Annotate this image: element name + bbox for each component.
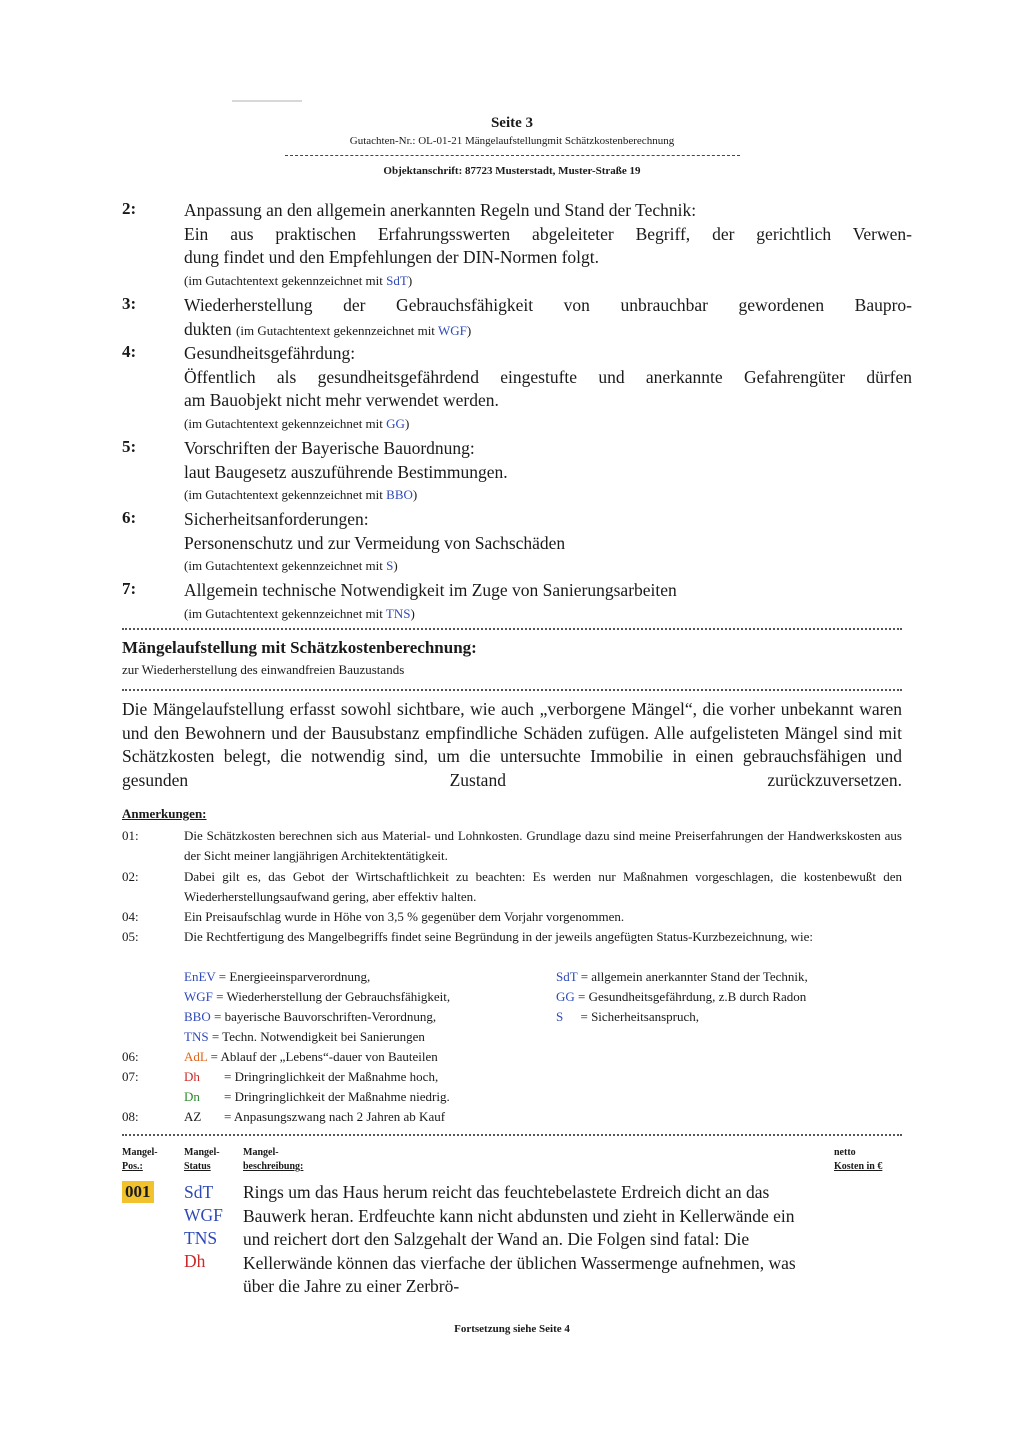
note-item: [122, 1047, 139, 1067]
note-number: 02:: [122, 869, 139, 884]
status-code: Dn: [184, 1089, 200, 1104]
criterion-item: [122, 199, 912, 291]
defect-status: SdT: [184, 1182, 214, 1202]
criterion-line: Gesundheitsgefährdung:: [184, 343, 356, 363]
criterion-number: 7:: [122, 579, 137, 598]
criterion-note: (im Gutachtentext gekennzeichnet mit BBO): [184, 487, 418, 502]
note-number: 04:: [122, 909, 139, 924]
abbreviation-entry: Dh = Dringringlichkeit der Maßnahme hoch,: [184, 1067, 438, 1087]
defect-status: Dh: [184, 1251, 206, 1271]
status-code: AZ: [184, 1109, 202, 1124]
abbreviation-entry: GG = Gesundheitsgefährdung, z.B durch Radon: [556, 989, 807, 1004]
abbreviation-entry: TNS = Techn. Notwendigkeit bei Sanierungen: [184, 1029, 425, 1044]
intro-paragraph: Die Mängelaufstellung erfasst sowohl sichtbare, wie auch „verborgene Mängel“, die vorher unbekannt waren und den Bewohnern und der Bausubstanz empfindliche Schäden zufügen. Alle aufgelisteten Mängel sind mit Schätzkosten belegt, die notwendig sind, um die untersuchte Immobilie in einen gebrauchsfähigen und gesunden Zustand zurückzuversetzen.: [122, 699, 902, 790]
criterion-number: 4:: [122, 342, 137, 361]
abbreviation-entry: Dn = Dringringlichkeit der Maßnahme niedrig.: [184, 1087, 450, 1107]
criterion-item: [122, 342, 912, 434]
column-header-status: Mangel- Status: [184, 1147, 220, 1172]
criterion-line: laut Baugesetz auszuführende Bestimmungen.: [184, 461, 508, 482]
abbreviation-entry: S = Sicherheitsanspruch,: [556, 1009, 700, 1024]
section-title: Mängelaufstellung mit Schätzkostenberechnung:: [122, 638, 477, 657]
status-code: Dh: [184, 1069, 200, 1084]
criterion-line: Personenschutz und zur Vermeidung von Sachschäden: [184, 532, 566, 553]
criterion-note: (im Gutachtentext gekennzeichnet mit GG): [184, 415, 410, 431]
criterion-line: Vorschriften der Bayerische Bauordnung:: [184, 438, 475, 458]
note-number: 08:: [122, 1109, 139, 1124]
status-code: SdT: [556, 969, 578, 984]
status-code: S: [386, 558, 394, 573]
status-code: EnEV: [184, 969, 216, 984]
status-code: WGF: [184, 989, 213, 1004]
criterion-note: (im Gutachtentext gekennzeichnet mit SdT): [184, 272, 413, 288]
note-item: [122, 1107, 139, 1127]
column-header-position: Mangel- Pos.:: [122, 1147, 158, 1172]
note-text: Die Rechtfertigung des Mangelbegriffs findet seine Begründung in der jeweils angefügten Status-Kurzbezeichnung, wie:: [184, 929, 813, 944]
section-divider: [122, 689, 902, 691]
note-item: [122, 907, 902, 927]
criterion-number: 5:: [122, 437, 137, 456]
abbreviation-entry: SdT = allgemein anerkannter Stand der Technik,: [556, 969, 808, 984]
column-header-cost: netto Kosten in €: [834, 1147, 883, 1172]
criterion-number: 3:: [122, 294, 137, 313]
notes-heading: Anmerkungen:: [122, 806, 207, 821]
status-code: BBO: [184, 1009, 211, 1024]
criterion-number: 6:: [122, 508, 137, 527]
criterion-item: [122, 508, 912, 576]
status-code: WGF: [437, 322, 467, 338]
page-footer: Fortsetzung siehe Seite 4: [454, 1323, 570, 1335]
note-text: Dabei gilt es, das Gebot der Wirtschaftlichkeit zu beachten: Es werden nur Maßnahmen vorgeschlagen, die kostenbewußt den Wiederherstellungsaufwand gering, aber effektiv halten.: [184, 869, 902, 904]
column-header-description: Mangel- beschreibung:: [243, 1147, 304, 1172]
object-address: Objektanschrift: 87723 Musterstadt, Muster-Straße 19: [383, 165, 641, 177]
section-divider: [122, 628, 902, 630]
header-divider: [285, 155, 740, 156]
criterion-item: [122, 437, 912, 505]
criterion-item: [122, 579, 912, 624]
defect-status: TNS: [184, 1228, 218, 1248]
note-number: 01:: [122, 828, 139, 843]
note-item: [122, 1067, 139, 1087]
page-number: Seite 3: [490, 115, 534, 131]
note-text: Ein Preisaufschlag wurde in Höhe von 3,5 % gegenüber dem Vorjahr vorgenommen.: [184, 909, 625, 924]
note-number: 05:: [122, 929, 139, 944]
status-code: GG: [556, 989, 575, 1004]
defect-position: 001: [122, 1181, 154, 1203]
criterion-note: (im Gutachtentext gekennzeichnet mit S): [184, 558, 398, 573]
criterion-note: (im Gutachtentext gekennzeichnet mit TNS): [184, 605, 415, 621]
status-code: TNS: [184, 1029, 209, 1044]
criterion-line: Anpassung an den allgemein anerkannten Regeln und Stand der Technik:: [184, 200, 697, 220]
section-subtitle: zur Wiederherstellung des einwandfreien Bauzustands: [122, 662, 405, 677]
criterion-line: Wiederherstellung der Gebrauchsfähigkeit von unbrauchbar gewordenen Baupro-: [184, 295, 912, 315]
report-line: Gutachten-Nr.: OL-01-21 Mängelaufstellungmit Schätzkostenberechnung: [349, 135, 675, 147]
status-code: BBO: [386, 487, 413, 502]
criterion-number: 2:: [122, 199, 137, 218]
criterion-line: Allgemein technische Notwendigkeit im Zuge von Sanierungsarbeiten: [184, 580, 677, 600]
abbreviation-entry: AdL = Ablauf der „Lebens“-dauer von Bauteilen: [184, 1049, 438, 1064]
status-code: TNS: [385, 605, 411, 621]
status-code: SdT: [386, 272, 408, 288]
note-text: Die Schätzkosten berechnen sich aus Material- und Lohnkosten. Grundlage dazu sind meine Preiserfahrungen der Handwerkskosten aus der Sicht meiner langjährigen Architektentätigkeit.: [184, 828, 902, 863]
status-code: AdL: [184, 1049, 208, 1064]
defect-description: Rings um das Haus herum reicht das feuchtebelastete Erdreich dicht an das Bauwerk heran. Erdfeuchte kann nicht abdunsten und zieht in Kellerwände ein und reichert dort den Salzgehalt der Wand an. Die Folgen sind fatal: Die Kellerwände können das vierfache der üblichen Wassermenge aufnehmen, was über die Jahre zu einer Zerbrö-: [243, 1182, 796, 1296]
note-number: 07:: [122, 1069, 139, 1084]
abbreviation-entry: BBO = bayerische Bauvorschriften-Verordnung,: [184, 1009, 437, 1024]
criterion-line: dukten (im Gutachtentext gekennzeichnet mit WGF): [184, 318, 472, 339]
note-item: [122, 826, 902, 865]
criterion-line: Ein aus praktischen Erfahrungsswerten abgeleiteter Begriff, der gerichtlich Verwen-: [184, 223, 912, 244]
abbreviation-entry: AZ = Anpasungszwang nach 2 Jahren ab Kauf: [184, 1107, 445, 1127]
note-number: 06:: [122, 1049, 139, 1064]
status-code: GG: [386, 415, 405, 431]
criterion-line: dung findet und den Empfehlungen der DIN-Normen folgt.: [184, 247, 600, 267]
criterion-line: Öffentlich als gesundheitsgefährdend eingestufte und anerkannte Gefahrengüter dürfen: [184, 366, 912, 387]
abbreviation-entry: EnEV = Energieeinsparverordnung,: [184, 969, 371, 984]
table-divider: [122, 1134, 902, 1136]
criterion-line: am Bauobjekt nicht mehr verwendet werden.: [184, 390, 499, 410]
status-code: S: [556, 1009, 564, 1024]
criterion-line: Sicherheitsanforderungen:: [184, 509, 369, 529]
defect-status: WGF: [184, 1205, 223, 1225]
scan-smudge: [232, 100, 302, 102]
note-item: [122, 867, 902, 906]
note-item: [122, 927, 902, 947]
abbreviation-entry: WGF = Wiederherstellung der Gebrauchsfähigkeit,: [184, 989, 451, 1004]
criterion-item: [122, 294, 912, 341]
